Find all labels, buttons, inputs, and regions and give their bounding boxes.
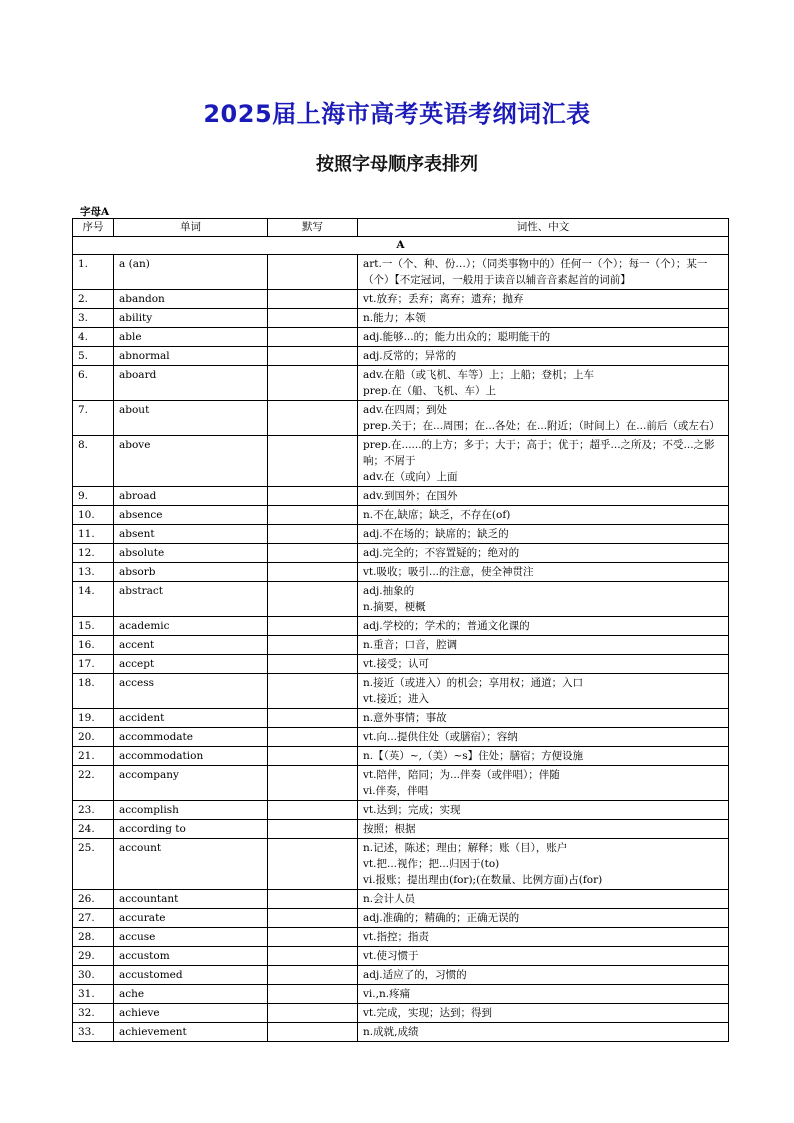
row-dictation-blank[interactable] — [268, 766, 358, 801]
row-definition: n.不在,缺席；缺乏，不存在(of) — [358, 506, 729, 525]
row-dictation-blank[interactable] — [268, 347, 358, 366]
row-number: 4. — [73, 328, 114, 347]
row-definition: adj.准确的；精确的；正确无误的 — [358, 909, 729, 928]
table-row — [73, 655, 729, 674]
row-dictation-blank[interactable] — [268, 617, 358, 636]
row-word: accent — [114, 636, 268, 655]
table-row — [73, 1023, 729, 1042]
row-dictation-blank[interactable] — [268, 366, 358, 401]
row-definition: vi.,n.疼痛 — [358, 985, 729, 1004]
row-word: accustom — [114, 947, 268, 966]
row-dictation-blank[interactable] — [268, 563, 358, 582]
table-row — [73, 928, 729, 947]
table-row — [73, 909, 729, 928]
row-word: achievement — [114, 1023, 268, 1042]
table-header-row — [73, 219, 729, 237]
table-row — [73, 582, 729, 617]
row-word: above — [114, 436, 268, 487]
row-number: 6. — [73, 366, 114, 401]
document-subtitle: 按照字母顺序表排列 — [316, 154, 478, 175]
row-dictation-blank[interactable] — [268, 436, 358, 487]
row-word: account — [114, 839, 268, 890]
row-number: 13. — [73, 563, 114, 582]
table-row — [73, 328, 729, 347]
row-definition: vt.放弃；丢弃；离弃；遗弃；抛弃 — [358, 290, 729, 309]
row-definition: adv.到国外；在国外 — [358, 487, 729, 506]
table-row — [73, 506, 729, 525]
row-number: 33. — [73, 1023, 114, 1042]
row-dictation-blank[interactable] — [268, 487, 358, 506]
table-row — [73, 747, 729, 766]
table-row — [73, 487, 729, 506]
row-number: 21. — [73, 747, 114, 766]
row-number: 19. — [73, 709, 114, 728]
row-definition: n.【（英）~,（美）~s】住处；膳宿；方便设施 — [358, 747, 729, 766]
row-definition: vt.达到；完成；实现 — [358, 801, 729, 820]
row-definition: n.意外事情；事故 — [358, 709, 729, 728]
row-word: about — [114, 401, 268, 436]
row-dictation-blank[interactable] — [268, 728, 358, 747]
row-dictation-blank[interactable] — [268, 890, 358, 909]
table-row — [73, 728, 729, 747]
row-word: a (an) — [114, 255, 268, 290]
row-dictation-blank[interactable] — [268, 928, 358, 947]
row-dictation-blank[interactable] — [268, 709, 358, 728]
row-word: abandon — [114, 290, 268, 309]
row-number: 29. — [73, 947, 114, 966]
row-dictation-blank[interactable] — [268, 674, 358, 709]
row-definition: vt.完成，实现；达到；得到 — [358, 1004, 729, 1023]
row-dictation-blank[interactable] — [268, 985, 358, 1004]
row-word: ache — [114, 985, 268, 1004]
row-dictation-blank[interactable] — [268, 636, 358, 655]
row-definition: n.记述，陈述；理由；解释；账（目），账户 vt.把...视作；把...归因于(to) vi.报账；提出理由(for);(在数量、比例方面)占(for) — [358, 839, 729, 890]
row-number: 16. — [73, 636, 114, 655]
row-number: 2. — [73, 290, 114, 309]
row-number: 28. — [73, 928, 114, 947]
row-word: absence — [114, 506, 268, 525]
row-number: 26. — [73, 890, 114, 909]
row-word: accommodate — [114, 728, 268, 747]
row-definition: 按照；根据 — [358, 820, 729, 839]
table-row — [73, 709, 729, 728]
row-dictation-blank[interactable] — [268, 1004, 358, 1023]
row-dictation-blank[interactable] — [268, 544, 358, 563]
row-number: 31. — [73, 985, 114, 1004]
row-definition: adj.完全的；不容置疑的；绝对的 — [358, 544, 729, 563]
row-definition: vt.吸收；吸引...的注意，使全神贯注 — [358, 563, 729, 582]
row-word: achieve — [114, 1004, 268, 1023]
row-definition: adv.在船（或飞机、车等）上；上船；登机；上车 prep.在（船、飞机、车）上 — [358, 366, 729, 401]
row-definition: adj.适应了的，习惯的 — [358, 966, 729, 985]
table-row — [73, 401, 729, 436]
row-dictation-blank[interactable] — [268, 655, 358, 674]
row-definition: n.成就,成绩 — [358, 1023, 729, 1042]
row-number: 15. — [73, 617, 114, 636]
row-definition: adj.抽象的 n.摘要，梗概 — [358, 582, 729, 617]
table-row — [73, 1004, 729, 1023]
table-row — [73, 309, 729, 328]
row-number: 8. — [73, 436, 114, 487]
row-definition: adv.在四周；到处 prep.关于；在...周围；在...各处；在...附近；（时间上）在...前后（或左右） — [358, 401, 729, 436]
row-number: 10. — [73, 506, 114, 525]
document-title: 2025届上海市高考英语考纲词汇表 — [203, 100, 591, 128]
row-word: abroad — [114, 487, 268, 506]
row-word: according to — [114, 820, 268, 839]
row-definition: n.接近（或进入）的机会；享用权；通道；入口 vt.接近；进入 — [358, 674, 729, 709]
table-row — [73, 636, 729, 655]
row-dictation-blank[interactable] — [268, 801, 358, 820]
row-definition: vt.指控；指责 — [358, 928, 729, 947]
row-dictation-blank[interactable] — [268, 747, 358, 766]
row-number: 30. — [73, 966, 114, 985]
row-dictation-blank[interactable] — [268, 525, 358, 544]
row-word: abstract — [114, 582, 268, 617]
row-dictation-blank[interactable] — [268, 909, 358, 928]
table-row — [73, 985, 729, 1004]
table-row — [73, 290, 729, 309]
letter-group-row — [73, 237, 729, 255]
row-number: 7. — [73, 401, 114, 436]
row-word: accommodation — [114, 747, 268, 766]
row-word: accurate — [114, 909, 268, 928]
row-definition: n.会计人员 — [358, 890, 729, 909]
row-dictation-blank[interactable] — [268, 966, 358, 985]
header-dictation: 默写 — [268, 219, 358, 237]
row-word: able — [114, 328, 268, 347]
row-definition: n.重音；口音，腔调 — [358, 636, 729, 655]
row-number: 18. — [73, 674, 114, 709]
row-word: absolute — [114, 544, 268, 563]
row-number: 20. — [73, 728, 114, 747]
row-number: 5. — [73, 347, 114, 366]
row-word: accompany — [114, 766, 268, 801]
row-definition: adj.反常的；异常的 — [358, 347, 729, 366]
table-row — [73, 947, 729, 966]
header-word: 单词 — [114, 219, 268, 237]
table-row — [73, 366, 729, 401]
row-number: 25. — [73, 839, 114, 890]
table-row — [73, 563, 729, 582]
row-word: accuse — [114, 928, 268, 947]
row-definition: vt.使习惯于 — [358, 947, 729, 966]
row-number: 32. — [73, 1004, 114, 1023]
table-row — [73, 966, 729, 985]
row-number: 9. — [73, 487, 114, 506]
row-definition: vt.向...提供住处（或膳宿）；容纳 — [358, 728, 729, 747]
row-definition: adj.不在场的；缺席的；缺乏的 — [358, 525, 729, 544]
vocabulary-table — [72, 218, 729, 1042]
table-row — [73, 347, 729, 366]
row-word: accustomed — [114, 966, 268, 985]
row-definition: art.一（个、种、份…）；（同类事物中的）任何一（个）；每一（个）；某一（个）【不定冠词，一般用于读音以辅音音素起首的词前】 — [358, 255, 729, 290]
row-dictation-blank[interactable] — [268, 1023, 358, 1042]
row-definition: adj.学校的；学术的；普通文化课的 — [358, 617, 729, 636]
row-number: 24. — [73, 820, 114, 839]
row-word: ability — [114, 309, 268, 328]
row-word: aboard — [114, 366, 268, 401]
row-word: absent — [114, 525, 268, 544]
row-definition: vt.陪伴，陪同；为...伴奏（或伴唱）；伴随 vi.伴奏，伴唱 — [358, 766, 729, 801]
row-number: 11. — [73, 525, 114, 544]
table-row — [73, 255, 729, 290]
table-row — [73, 674, 729, 709]
row-dictation-blank[interactable] — [268, 820, 358, 839]
row-number: 17. — [73, 655, 114, 674]
row-word: abnormal — [114, 347, 268, 366]
section-label: 字母A — [80, 206, 110, 218]
table-row — [73, 820, 729, 839]
row-definition: adj.能够...的；能力出众的；聪明能干的 — [358, 328, 729, 347]
row-dictation-blank[interactable] — [268, 582, 358, 617]
table-row — [73, 436, 729, 487]
row-definition: vt.接受；认可 — [358, 655, 729, 674]
table-row — [73, 890, 729, 909]
row-dictation-blank[interactable] — [268, 947, 358, 966]
row-dictation-blank[interactable] — [268, 309, 358, 328]
header-definition: 词性、中文 — [358, 219, 729, 237]
row-dictation-blank[interactable] — [268, 839, 358, 890]
table-row — [73, 766, 729, 801]
row-dictation-blank[interactable] — [268, 506, 358, 525]
row-word: access — [114, 674, 268, 709]
row-dictation-blank[interactable] — [268, 255, 358, 290]
row-word: accident — [114, 709, 268, 728]
row-dictation-blank[interactable] — [268, 401, 358, 436]
row-dictation-blank[interactable] — [268, 290, 358, 309]
table-row — [73, 544, 729, 563]
row-word: accomplish — [114, 801, 268, 820]
row-number: 12. — [73, 544, 114, 563]
row-number: 14. — [73, 582, 114, 617]
header-number: 序号 — [73, 219, 114, 237]
table-row — [73, 839, 729, 890]
row-number: 3. — [73, 309, 114, 328]
row-word: accountant — [114, 890, 268, 909]
row-number: 23. — [73, 801, 114, 820]
row-word: accept — [114, 655, 268, 674]
row-definition: n.能力；本领 — [358, 309, 729, 328]
row-word: absorb — [114, 563, 268, 582]
table-row — [73, 801, 729, 820]
row-dictation-blank[interactable] — [268, 328, 358, 347]
table-row — [73, 617, 729, 636]
row-number: 27. — [73, 909, 114, 928]
row-word: academic — [114, 617, 268, 636]
letter-group-label: A — [73, 237, 729, 255]
row-number: 22. — [73, 766, 114, 801]
row-number: 1. — [73, 255, 114, 290]
row-definition: prep.在......的上方；多于；大于；高于；优于；超乎...之所及；不受...之影响；不屑于 adv.在（或向）上面 — [358, 436, 729, 487]
table-row — [73, 525, 729, 544]
